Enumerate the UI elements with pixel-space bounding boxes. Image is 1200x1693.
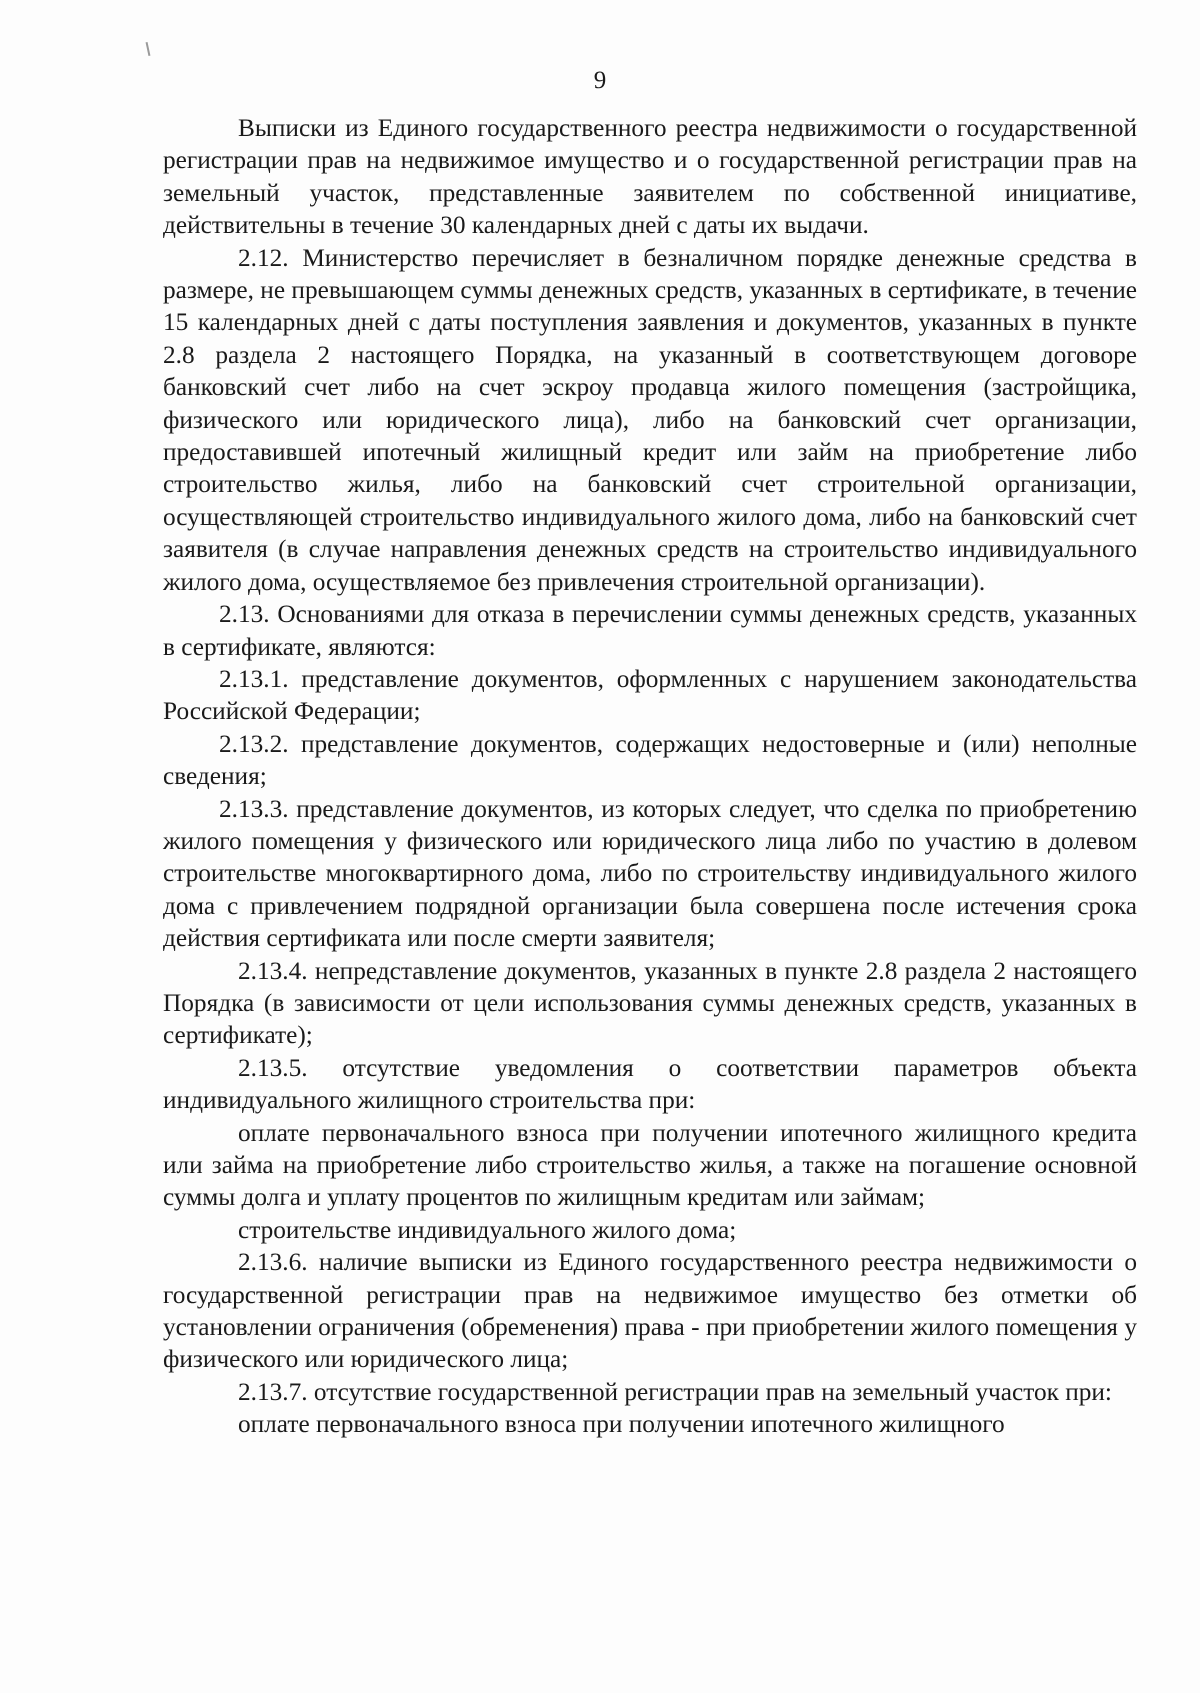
paragraph-extract-validity: Выписки из Единого государственного реестра недвижимости о государственной регистрации прав на недвижимое имущество и о государственной регистрации прав на земельный участок, представленные заявителем по собственной инициативе, действительны в течение 30 календарных дней с даты их выдачи. <box>163 114 1137 240</box>
paragraph-2-13-5: 2.13.5. отсутствие уведомления о соответствии параметров объекта индивидуального жилищного строительства при: <box>163 1053 1137 1115</box>
paragraph-initial-payment-continued: оплате первоначального взноса при получении ипотечного жилищного <box>238 1410 1005 1439</box>
paragraph-2-12: 2.12. Министерство перечисляет в безналичном порядке денежные средства в размере, не превышающем суммы денежных средств, указанных в сертификате, в течение 15 календарных дней с даты поступления заявления и документов, указанных в пункте 2.8 раздела 2 настоящего Порядка, на указанный в соответствующем договоре банковский счет либо на счет эскроу продавца жилого помещения (застройщика, физического или юридического лица), либо на банковский счет организации, предоставившей ипотечный жилищный кредит или займ на приобретение либо строительство жилья, либо на банковский счет строительной организации, осуществляющей строительство индивидуального жилого дома, либо на банковский счет заявителя (в случае направления денежных средств на строительство индивидуального жилого дома, осуществляемое без привлечения строительной организации). <box>163 243 1137 596</box>
paragraph-2-13-6: 2.13.6. наличие выписки из Единого государственного реестра недвижимости о государственной регистрации прав на недвижимое имущество без отметки об установлении ограничения (обременения) права - при приобретении жилого помещения у физического или юридического лица; <box>163 1248 1137 1374</box>
paragraph-2-13-3: 2.13.3. представление документов, из которых следует, что сделка по приобретению жилого помещения у физического или юридического лица либо по участию в долевом строительстве многоквартирного дома, либо по строительству индивидуального жилого дома с привлечением подрядной организации была совершена после истечения срока действия сертификата или после смерти заявителя; <box>163 794 1137 953</box>
paragraph-initial-payment: оплате первоначального взноса при получении ипотечного жилищного кредита или займа на приобретение либо строительство жилья, а также на погашение основной суммы долга и уплату процентов по жилищным кредитам или займам; <box>163 1118 1137 1212</box>
paragraph-2-13-4: 2.13.4. непредставление документов, указанных в пункте 2.8 раздела 2 настоящего Порядка (в зависимости от цели использования суммы денежных средств, указанных в сертификате); <box>163 956 1137 1050</box>
paragraph-2-13: 2.13. Основаниями для отказа в перечислении суммы денежных средств, указанных в сертификате, являются: <box>163 600 1137 661</box>
paragraph-2-13-1: 2.13.1. представление документов, оформленных с нарушением законодательства Российской Федерации; <box>163 664 1137 726</box>
page-number: 9 <box>593 67 607 94</box>
paragraph-2-13-7: 2.13.7. отсутствие государственной регистрации прав на земельный участок при: <box>238 1377 1112 1406</box>
paragraph-2-13-2: 2.13.2. представление документов, содержащих недостоверные и (или) неполные сведения; <box>163 729 1137 791</box>
document-body <box>163 112 1137 1441</box>
paragraph-house-construction: строительстве индивидуального жилого дома; <box>238 1215 737 1244</box>
scan-artifact <box>146 42 151 56</box>
